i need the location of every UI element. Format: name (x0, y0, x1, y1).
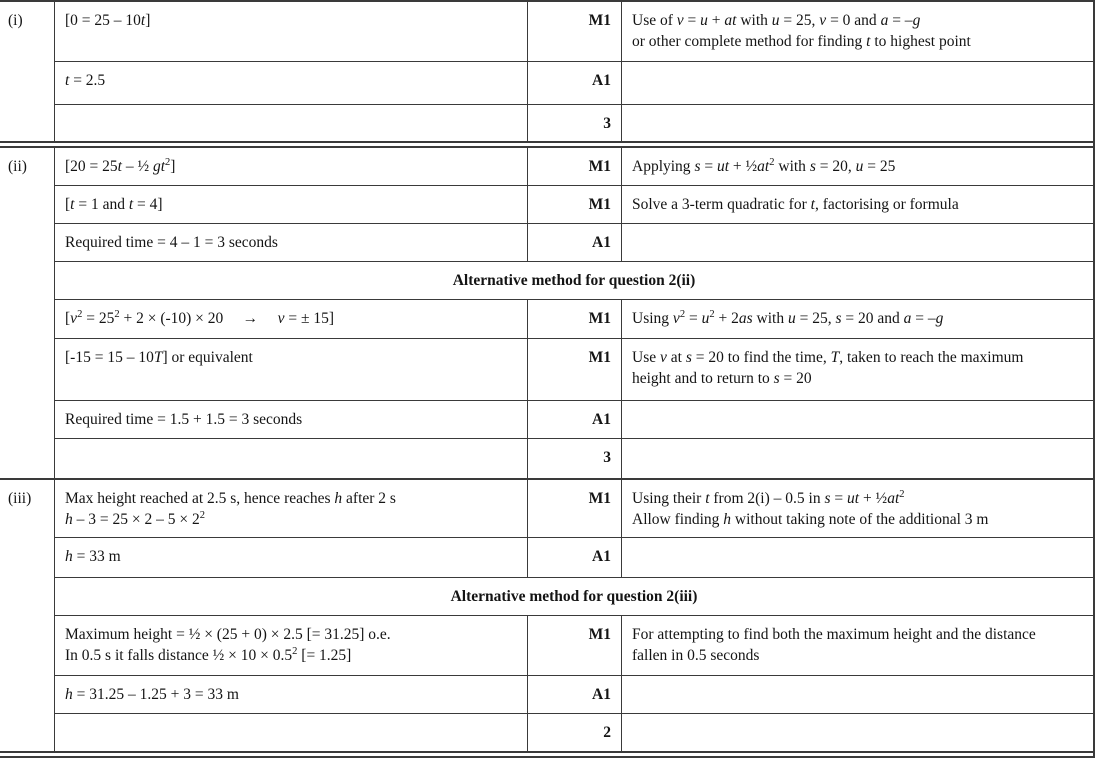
comment-cell (622, 538, 1093, 577)
working-cell: Required time = 1.5 + 1.5 = 3 seconds (55, 401, 528, 438)
section-rows (55, 2, 1093, 141)
mark-cell: A1 (528, 401, 622, 438)
comment-cell (622, 224, 1093, 261)
mark-cell: M1 (528, 300, 622, 338)
comment-cell: Use of v = u + at with u = 25, v = 0 and a = –g or other complete method for finding t to highest point (632, 12, 971, 50)
mark-cell: M1 (528, 2, 622, 61)
mark-cell: M1 (528, 148, 622, 185)
section-rows (55, 480, 1093, 751)
working-cell: [$v^2 = 25^2 + 2 \times (-10) \times 20$ → v = ± 15] (55, 300, 528, 338)
table-row (55, 616, 1093, 676)
working-cell: Max height reached at 2.5 s, hence reaches h after 2 s $h - 3 = 25 \times 2 - 5 \times 2^2$ (55, 480, 528, 537)
table-row (55, 339, 1093, 401)
part-label: (iii) (0, 480, 55, 751)
working-cell: h = 31.25 – 1.25 + 3 = 33 m (55, 676, 528, 713)
comment-cell (622, 105, 1093, 141)
table-row (55, 62, 1093, 105)
mark-cell: A1 (528, 676, 622, 713)
total-marks-cell: 2 (528, 714, 622, 751)
alternative-method-row (55, 578, 1093, 616)
comment-cell: For attempting to find both the maximum height and the distance fallen in 0.5 seconds (632, 626, 1036, 664)
section-rows (55, 148, 1093, 478)
working-cell (55, 714, 528, 751)
comment-cell (622, 401, 1093, 438)
working-cell: [0 = 25 – 10t] (55, 2, 528, 61)
mark-cell: A1 (528, 62, 622, 104)
table-row (55, 676, 1093, 714)
working-cell (55, 105, 528, 141)
table-bottom-border (0, 751, 1093, 758)
mark-cell: M1 (528, 480, 622, 537)
comment-cell: Applying s = ut + $\frac{1}{2}at^2$ with s = 20, u = 25 (632, 156, 896, 175)
section-ii (0, 148, 1093, 478)
comment-cell: Solve a 3-term quadratic for t, factorising or formula (632, 196, 959, 213)
total-row (55, 714, 1093, 751)
table-row (55, 300, 1093, 339)
section-i (0, 2, 1093, 141)
mark-cell: A1 (528, 224, 622, 261)
table-row (55, 186, 1093, 224)
alternative-method-row (55, 262, 1093, 300)
mark-cell: M1 (528, 339, 622, 400)
part-label: (ii) (0, 148, 55, 478)
comment-cell: Use v at s = 20 to find the time, T, taken to reach the maximum height and to return to s = 20 (632, 349, 1024, 387)
part-label: (i) (0, 2, 55, 141)
working-cell: Required time = 4 – 1 = 3 seconds (55, 224, 528, 261)
alternative-method-label: Alternative method for question 2(ii) (452, 272, 696, 289)
table-row (55, 538, 1093, 578)
comment-cell: Using $v^2 = u^2 + 2as$ with u = 25, s = 20 and a = –g (632, 308, 944, 327)
total-marks-cell: 3 (528, 105, 622, 141)
total-row (55, 105, 1093, 141)
working-cell: h = 33 m (55, 538, 528, 577)
total-marks-cell: 3 (528, 439, 622, 478)
table-row (55, 2, 1093, 62)
working-cell: t = 2.5 (55, 62, 528, 104)
mark-cell: A1 (528, 538, 622, 577)
mark-cell: M1 (528, 186, 622, 223)
alternative-method-label: Alternative method for question 2(iii) (450, 588, 698, 605)
section-divider (0, 141, 1093, 148)
working-cell (55, 439, 528, 478)
working-cell: [20 = 25t – ½ $gt^2$] (55, 148, 528, 185)
working-cell: [t = 1 and t = 4] (55, 186, 528, 223)
comment-cell (622, 439, 1093, 478)
section-iii (0, 480, 1093, 751)
working-cell: Maximum height = ½ × (25 + 0) × 2.5 [= 31.25] o.e. In 0.5 s it falls distance ½ × $10 \times 0.5^2$ [= 1.25] (55, 616, 528, 675)
working-cell: [-15 = 15 – 10T] or equivalent (55, 339, 528, 400)
comment-cell (622, 714, 1093, 751)
comment-cell: Using their t from 2(i) – 0.5 in s = ut + $\frac{1}{2}at^2$ Allow finding h without taking note of the additional 3 m (632, 488, 989, 528)
comment-cell (622, 676, 1093, 713)
table-row (55, 224, 1093, 262)
comment-cell (622, 62, 1093, 104)
table-row (55, 401, 1093, 439)
table-row (55, 148, 1093, 186)
total-row (55, 439, 1093, 478)
mark-cell: M1 (528, 616, 622, 675)
table-row (55, 480, 1093, 538)
